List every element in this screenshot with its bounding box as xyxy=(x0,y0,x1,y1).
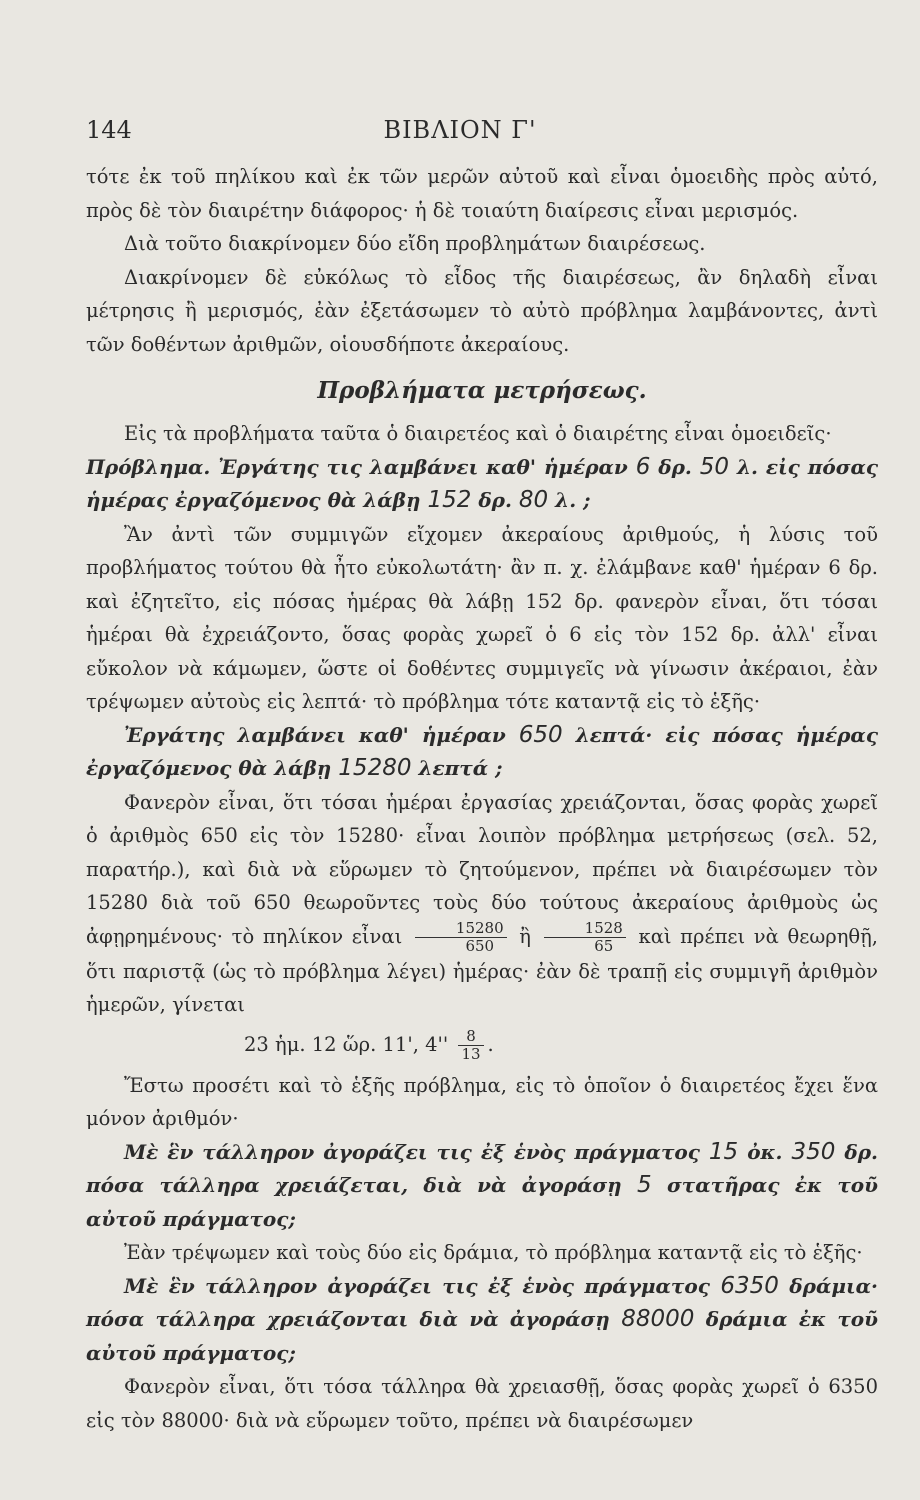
page-number: 144 xyxy=(86,116,132,144)
paragraph-4: Εἰς τὰ προβλήματα ταῦτα ὁ διαιρετέος καὶ ὁ διαιρέτης εἶναι ὁμοειδεῖς· xyxy=(124,422,832,445)
section-title: Προβλήματα μετρήσεως. xyxy=(317,377,647,404)
problem-1: Πρόβλημα. Ἐργάτης τις λαμβάνει καθ' ἡμέραν 6 δρ. 50 λ. εἰς πόσας ἡμέρας ἐργαζόμενος θὰ λάβῃ 152 δρ. 80 λ. ; xyxy=(86,453,879,513)
page-header xyxy=(0,112,920,152)
page-body xyxy=(86,160,878,1437)
paragraph-9: Φανερὸν εἶναι, ὅτι τόσα τάλληρα θὰ χρειασθῇ, ὅσας φορὰς χωρεῖ ὁ 6350 εἰς τὸν 88000· διὰ νὰ εὕρωμεν τοῦτο, πρέπει νὰ διαιρέσωμεν xyxy=(86,1375,878,1432)
paragraph-8: Ἐὰν τρέψωμεν καὶ τοὺς δύο εἰς δράμια, τὸ πρόβλημα καταντᾷ εἰς τὸ ἑξῆς· xyxy=(124,1241,863,1264)
result-equation: 23 ἡμ. 12 ὥρ. 11', 4'' $\frac{8}{13}$ . xyxy=(244,1026,494,1063)
running-title: ΒΙΒΛΙΟΝ Γ' xyxy=(383,116,537,144)
paragraph-6: Φανερὸν εἶναι, ὅτι τόσαι ἡμέραι ἐργασίας χρειάζονται, ὅσας φορὰς χωρεῖ ὁ ἀριθμὸς 650 εἰς τὸν 15280· εἶναι λοιπὸν πρόβλημα μετρήσεως (σελ. 52, παρατήρ.), καὶ διὰ νὰ εὕρωμεν τὸ ζητούμενον, πρέπει νὰ διαιρέσωμεν τὸν 15280 διὰ τοῦ 650 θεωροῦντες τοὺς δύο τούτους ἀκεραίους ἀριθμοὺς ὡς ἀφῃρημένους· τὸ πηλίκον εἶναι $\frac{15280}{650}$ ἢ $\frac{1528}{65}$ καὶ πρέπει νὰ θεωρηθῇ, ὅτι παριστᾷ (ὡς τὸ πρόβλημα λέγει) ἡμέρας· ἐὰν δὲ τραπῇ εἰς συμμιγῆ ἀριθμὸν ἡμερῶν, γίνεται xyxy=(86,790,878,1016)
problem-4: Μὲ ἓν τάλληρον ἀγοράζει τις ἐξ ἑνὸς πράγματος 6350 δράμια· πόσα τάλληρα χρειάζονται διὰ νὰ ἀγοράσῃ 88000 δράμια ἐκ τοῦ αὐτοῦ πράγματος; xyxy=(86,1272,878,1365)
problem-3: Μὲ ἓν τάλληρον ἀγοράζει τις ἐξ ἑνὸς πράγματος 15 ὀκ. 350 δρ. πόσα τάλληρα χρειάζεται, διὰ νὰ ἀγοράσῃ 5 στατῆρας ἐκ τοῦ αὐτοῦ πράγματος; xyxy=(86,1138,879,1231)
paragraph-5: Ἂν ἀντὶ τῶν συμμιγῶν εἴχομεν ἀκεραίους ἀριθμούς, ἡ λύσις τοῦ προβλήματος τούτου θὰ ἦτο εὐκολωτάτη· ἂν π. χ. ἐλάμβανε καθ' ἡμέραν 6 δρ. καὶ ἐζητεῖτο, εἰς πόσας ἡμέρας θὰ λάβῃ 152 δρ. φανερὸν εἶναι, ὅτι τόσαι ἡμέραι θὰ ἐχρειάζοντο, ὅσας φορὰς χωρεῖ ὁ 6 εἰς τὸν 152 δρ. ἀλλ' εἶναι εὔκολον νὰ κάμωμεν, ὥστε οἱ δοθέντες συμμιγεῖς νὰ γίνωσιν ἀκέραιοι, ἐὰν τρέψωμεν αὐτοὺς εἰς λεπτά· τὸ πρόβλημα τότε καταντᾷ εἰς τὸ ἑξῆς· xyxy=(86,522,878,713)
paragraph-1: τότε ἐκ τοῦ πηλίκου καὶ ἐκ τῶν μερῶν αὐτοῦ καὶ εἶναι ὁμοειδὴς πρὸς αὐτό, πρὸς δὲ τὸν διαιρέτην διάφορος· ἡ δὲ τοιαύτη διαίρεσις εἶναι μερισμός. xyxy=(86,165,878,222)
problem-label: Πρόβλημα. xyxy=(86,454,211,479)
fraction-2: $\frac{1528}{65}$ xyxy=(544,920,626,955)
fraction-3: $\frac{8}{13}$ xyxy=(458,1028,483,1063)
paragraph-2: Διὰ τοῦτο διακρίνομεν δύο εἴδη προβλημάτων διαιρέσεως. xyxy=(124,232,706,255)
fraction-1: $\frac{15280}{650}$ xyxy=(415,920,507,955)
paragraph-3: Διακρίνομεν δὲ εὐκόλως τὸ εἶδος τῆς διαιρέσεως, ἂν δηλαδὴ εἶναι μέτρησις ἢ μερισμός, ἐὰν ἐξετάσωμεν τὸ αὐτὸ πρόβλημα λαμβάνοντες, ἀντὶ τῶν δοθέντων ἀριθμῶν, οἱουσδήποτε ἀκεραίους. xyxy=(86,265,878,356)
problem-2: Ἐργάτης λαμβάνει καθ' ἡμέραν 650 λεπτά· εἰς πόσας ἡμέρας ἐργαζόμενος θὰ λάβῃ 15280 λεπτά ; xyxy=(86,721,878,781)
paragraph-7: Ἔστω προσέτι καὶ τὸ ἑξῆς πρόβλημα, εἰς τὸ ὁποῖον ὁ διαιρετέος ἔχει ἕνα μόνον ἀριθμόν· xyxy=(86,1073,878,1130)
